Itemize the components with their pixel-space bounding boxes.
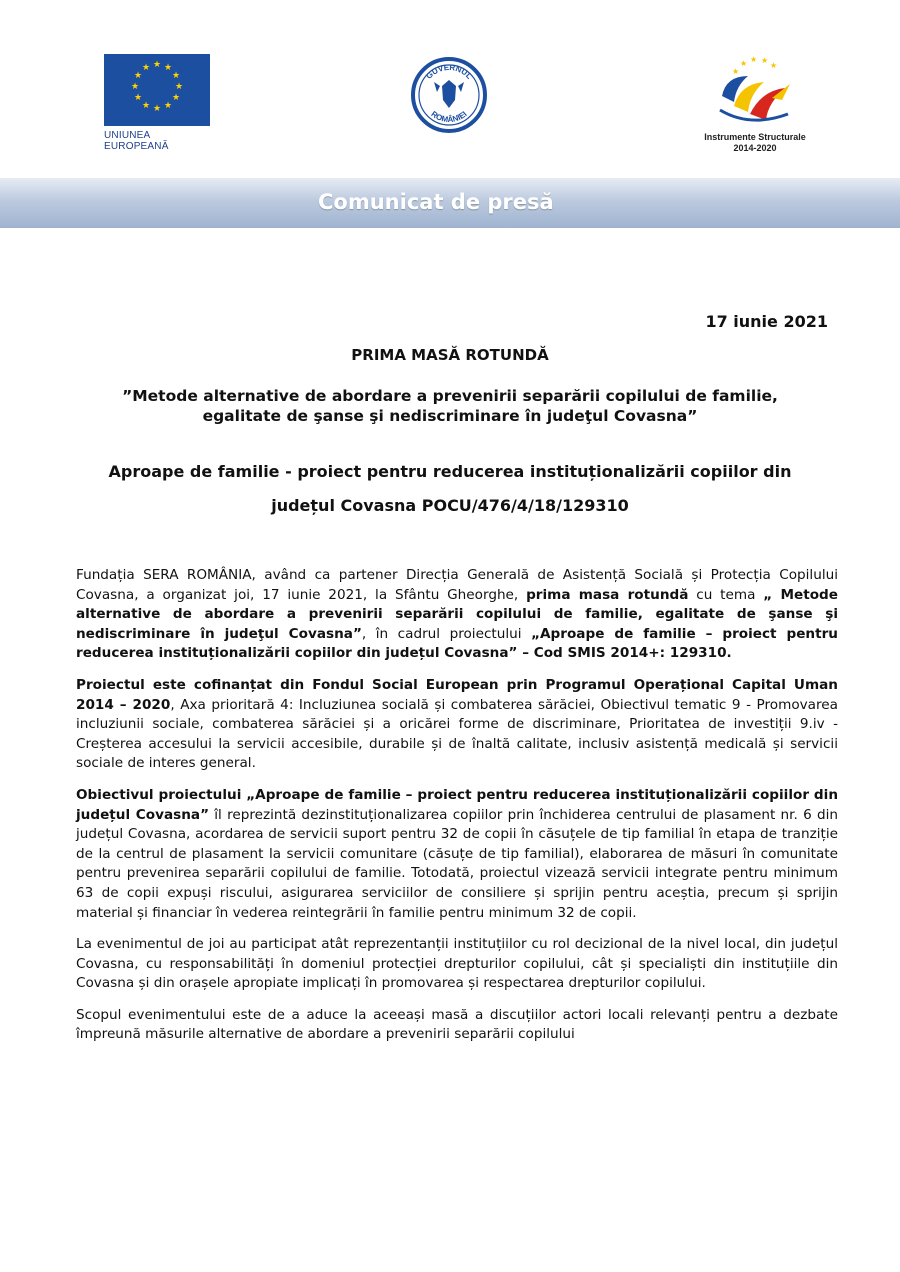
svg-text:★: ★ [141,63,151,73]
svg-text:★: ★ [174,82,184,92]
event-subtitle [60,386,840,426]
is-caption-years: 2014-2020 [733,143,777,153]
svg-text:★: ★ [761,56,769,65]
text-run: Fundația SERA ROMÂNIA, având ca partener Direcția Generală de Asistență Socială și Protecția Copilului Covasna, a organizat joi, 17 iunie 2021, la Sfântu Gheorghe, [76,567,838,603]
bold-run: „Aproape de familie – proiect pentru reducerea instituționalizării copiilor din județul Covasna” – Cod SMIS 2014+: 129310. [76,625,838,662]
structural-instruments-icon [690,54,820,132]
svg-text:★: ★ [141,101,151,111]
paragraph-intro [76,566,838,664]
banner-title: Comunicat de presă [318,190,554,214]
bold-run: prima masa rotundă [526,586,689,603]
text-run: cu tema [688,586,764,603]
text-run: , Axa prioritară 4: Incluziunea socială și combaterea sărăciei, Obiectivul tematic 9 - Promovarea incluziunii sociale, combaterea sărăciei și a oricărei forme de discriminare, Prioritatea de investiții 9.iv - Creșterea accesului la servicii accesibile, durabile și de înaltă calitate, inclusiv asistență medicală și servicii sociale de interes general. [76,696,838,772]
event-subtitle-line-1: ”Metode alternative de abordare a prevenirii separării copilului de familie, [122,387,778,405]
bold-run: Proiectul este cofinanțat din Fondul Social European prin Programul Operațional Capital Uman 2014 – 2020 [76,676,838,713]
eu-logo [104,54,212,152]
government-logo [410,56,488,134]
eu-flag-icon [104,54,210,126]
svg-text:★: ★ [770,61,778,70]
svg-text:★: ★ [750,55,758,64]
svg-text:★: ★ [171,71,181,81]
project-title-line-1: Aproape de familie - proiect pentru reducerea instituționalizării copiilor din [108,462,792,481]
structural-instruments-caption [690,132,820,154]
svg-text:★: ★ [133,71,143,81]
svg-text:★: ★ [163,101,173,111]
is-caption-title: Instrumente Structurale [704,132,806,142]
paragraph-purpose [76,1006,838,1045]
svg-text:★: ★ [152,60,162,70]
text-run: Scopul evenimentului este de a aduce la aceeași masă a discuțiilor actori locali relevanți pentru a dezbate împreună măsurile alternative de abordare a prevenirii separării copilului [76,1006,838,1043]
text-run: , în cadrul proiectului [361,625,532,642]
gov-ring-bottom: ROMÂNIEI [429,109,469,125]
gov-ring-top: GUVERNUL [424,62,474,81]
main-heading: PRIMA MASĂ ROTUNDĂ [351,346,549,364]
svg-text:★: ★ [130,82,140,92]
bold-run: Obiectivul proiectului „Aproape de familie – proiect pentru reducerea instituționalizării copiilor din județul Covasna” [76,786,838,823]
bold-run: „ Metode alternative de abordare a prevenirii separării copilului de familie, egalitate de şanse şi nediscriminare în judeţul Covasna” [76,586,838,642]
project-title-line-2: județul Covasna POCU/476/4/18/129310 [271,496,629,515]
svg-text:★: ★ [740,59,748,68]
text-run: îl reprezintă dezinstituționalizarea copiilor prin închiderea centrului de plasament nr. 6 din județul Covasna, acordarea de servicii suport pentru 32 de copii în căsuțele de tip familial în etapa de tranziție de la centrul de plasament la servicii comunitare (căsuțe de tip familial), elaborarea de măsuri în comunitate pentru prevenirea separării copilului de familie. Totodată, proiectul vizează servicii integrate pentru minimum 63 de copii expuși riscului, asigurarea serviciilor de consiliere și sprijin pentru aceștia, precum și sprijin material și financiar în vederea reintegrării în familie pentru minimum 32 de copii. [76,806,838,921]
text-run: La evenimentul de joi au participat atât reprezentanții instituțiilor cu rol decizional de la nivel local, din județul Covasna, cu responsabilități în domeniul protecției drepturilor copilului, cât și specialiști din instituțiile din Covasna și din orașele apropiate implicați în promovarea și respectarea drepturilor copilului. [76,936,838,992]
svg-text:★: ★ [152,104,162,114]
event-subtitle-line-2: egalitate de şanse şi nediscriminare în judeţul Covasna” [202,407,698,425]
government-seal-icon [410,56,488,134]
paragraph-funding [76,676,838,774]
instrumente-structurale-logo [690,54,820,158]
svg-text:★: ★ [732,67,740,76]
eu-stars-icon [104,54,210,126]
paragraph-objective [76,786,838,923]
project-title [60,455,840,523]
svg-text:★: ★ [133,93,143,103]
paragraph-participants [76,935,838,994]
eu-caption: UNIUNEA EUROPEANĂ [104,130,169,152]
article-body [76,566,838,1057]
svg-text:★: ★ [163,63,173,73]
svg-text:★: ★ [171,93,181,103]
release-date: 17 iunie 2021 [705,312,828,331]
